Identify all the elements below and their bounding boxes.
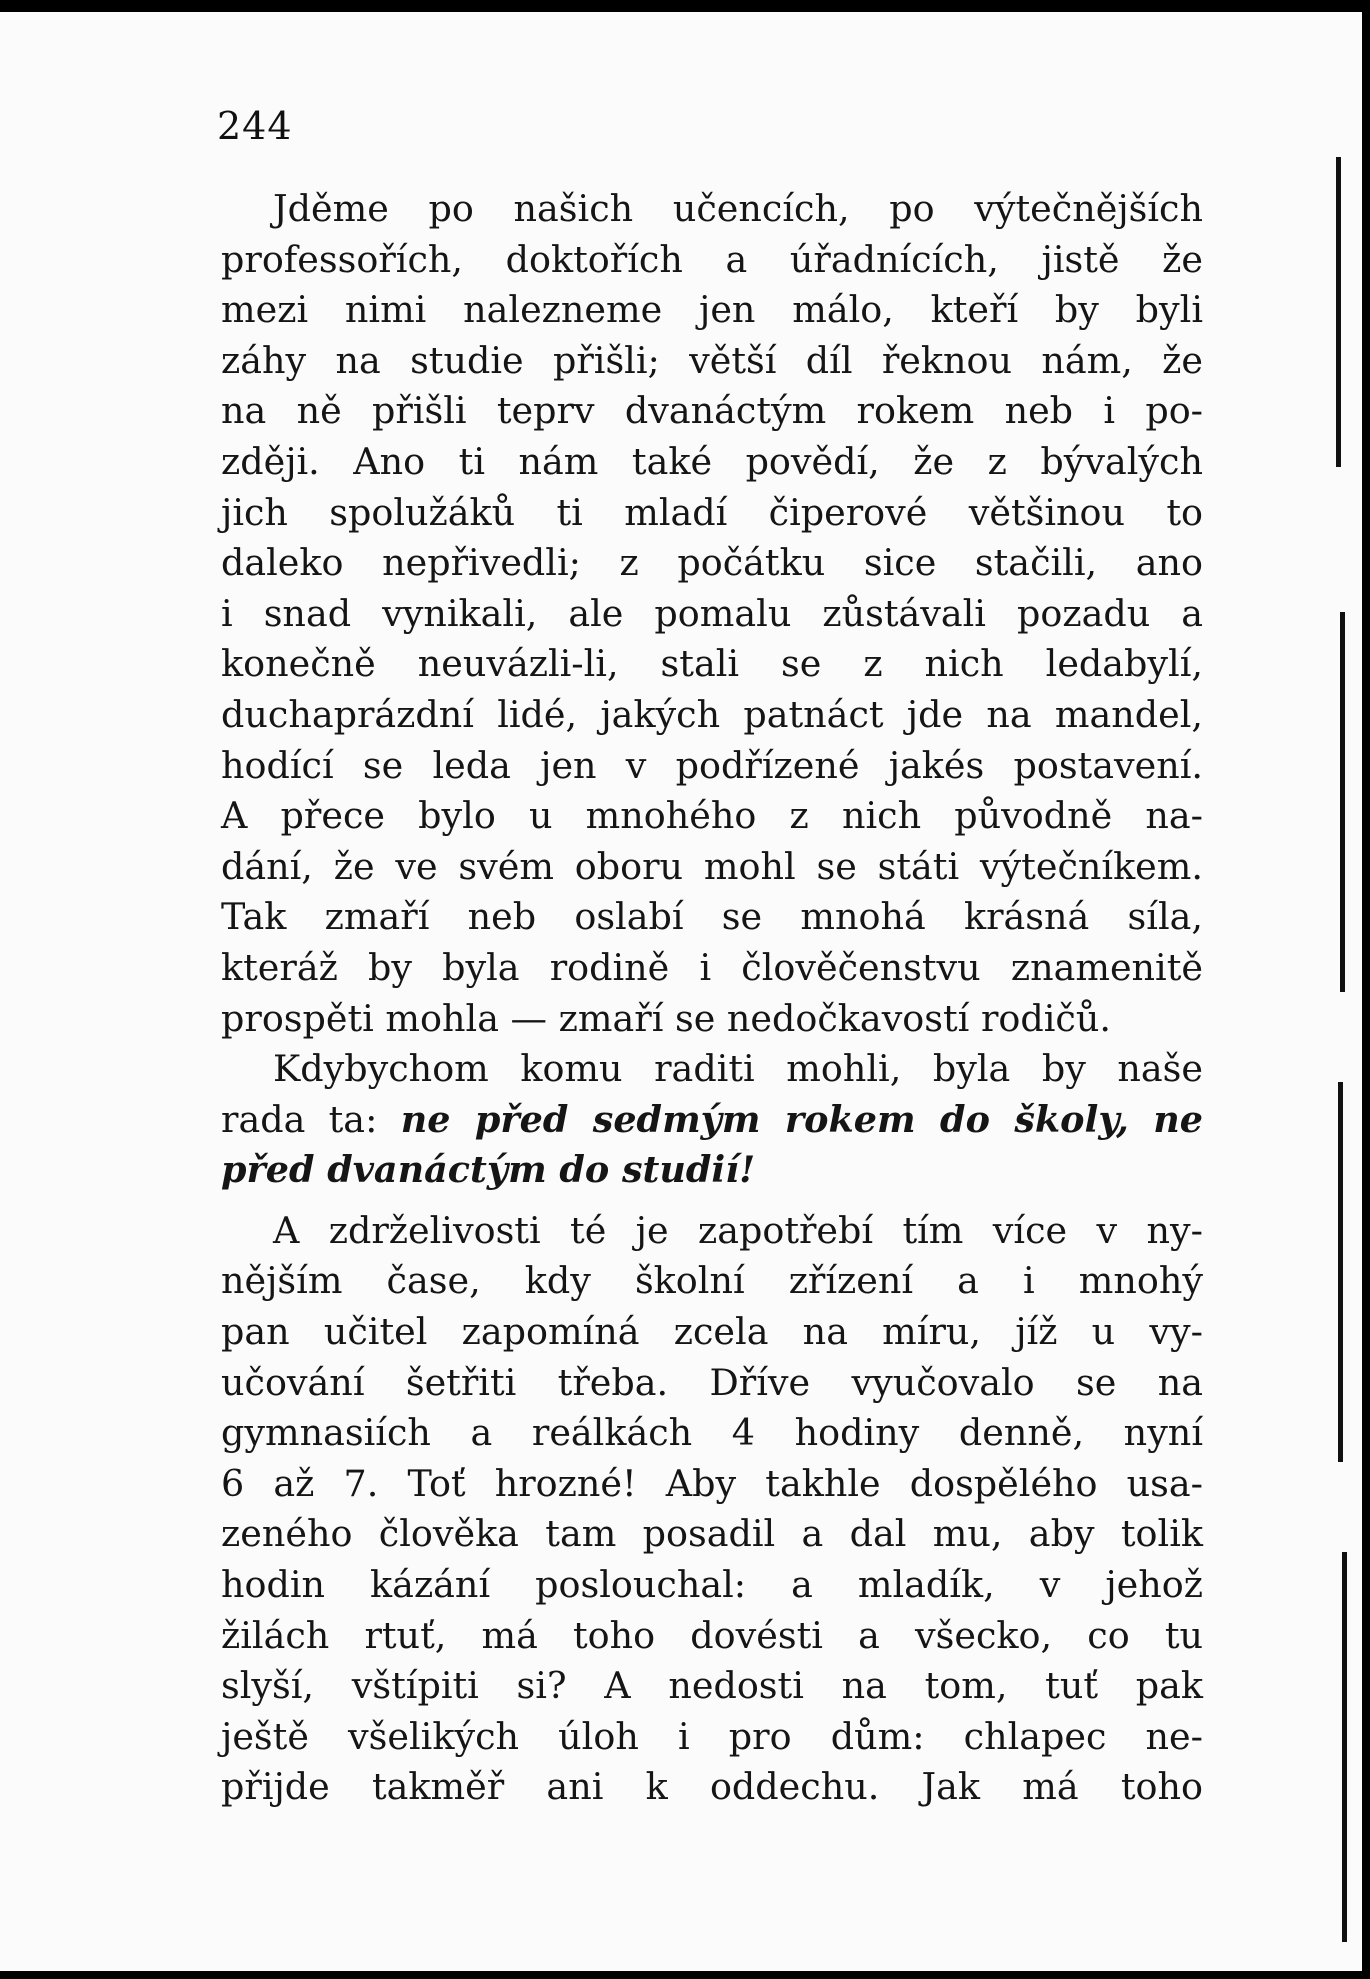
text-line: duchaprázdní lidé, jakých patnáct jde na mandel, (221, 692, 1203, 736)
text-line: jich spolužáků ti mladí čiperové většinou to (221, 490, 1203, 534)
text-line: zději. Ano ti nám také povědí, že z bývalých (221, 439, 1203, 483)
text-run: rada ta: (221, 1097, 378, 1141)
text-line: 6 až 7. Toť hrozné! Aby takhle dospělého usa- (221, 1461, 1203, 1505)
text-line: professořích, doktořích a úřadnících, jistě že (221, 237, 1203, 281)
text-line: A zdrželivosti té je zapotřebí tím více v ny- (273, 1208, 1203, 1252)
text-line: gymnasiích a reálkách 4 hodiny denně, nyní (221, 1411, 1203, 1455)
text-line: A přece bylo u mnohého z nich původně na- (221, 794, 1203, 838)
text-line: mezi nimi nalezneme jen málo, kteří by byli (221, 288, 1203, 332)
text-line: dání, že ve svém oboru mohl se státi výtečníkem. (221, 844, 1203, 888)
text-line: přijde takměř ani k oddechu. Jak má toho (221, 1765, 1203, 1809)
text-line: prospěti mohla — zmaří se nedočkavostí rodičů. (221, 996, 1111, 1040)
text-line: slyší, vštípiti si? A nedosti na tom, tuť pak (221, 1664, 1203, 1708)
text-line: Jděme po našich učencích, po výtečnějších (273, 187, 1203, 230)
text-line: záhy na studie přišli; větší díl řeknou nám, že (221, 338, 1203, 382)
text-line: Tak zmaří neb oslabí se mnohá krásná síla, (221, 895, 1203, 939)
text-line: žilách rtuť, má toho dovésti a všecko, co tu (221, 1613, 1203, 1657)
text-line: na ně přišli teprv dvanáctým rokem neb i po- (221, 389, 1203, 433)
text-line-mixed (221, 1095, 1203, 1146)
text-line: kteráž by byla rodině i člověčenstvu znamenitě (221, 945, 1203, 989)
text-line: pan učitel zapomíná zcela na míru, jíž u vy- (221, 1310, 1203, 1354)
text-line: i snad vynikali, ale pomalu zůstávali pozadu a (221, 591, 1203, 635)
text-line: zeného člověka tam posadil a dal mu, aby tolik (221, 1512, 1203, 1556)
text-line: hodin kázání poslouchal: a mladík, v jehož (221, 1563, 1203, 1607)
text-line: učování šetřiti třeba. Dříve vyučovalo se na (221, 1360, 1203, 1404)
text-line: Kdybychom komu raditi mohli, byla by naše (273, 1047, 1203, 1091)
text-line: daleko nepřivedli; z počátku sice stačili, ano (221, 541, 1203, 585)
text-line: hodící se leda jen v podřízené jakés postavení. (221, 743, 1203, 787)
text-line: ještě všelikých úloh i pro dům: chlapec ne- (221, 1714, 1203, 1758)
page-binding-edge (1322, 12, 1362, 1971)
page-number: 244 (217, 104, 293, 148)
emphasis-text: před dvanáctým do studií! (221, 1148, 756, 1192)
text-line: konečně neuvázli-li, stali se z nich ledabylí, (221, 642, 1203, 686)
book-page (0, 12, 1362, 1971)
body-text (221, 184, 1203, 1813)
emphasis-text: ne před sedmým rokem do školy, ne (400, 1097, 1203, 1141)
text-line: nějším čase, kdy školní zřízení a i mnohý (221, 1259, 1203, 1303)
